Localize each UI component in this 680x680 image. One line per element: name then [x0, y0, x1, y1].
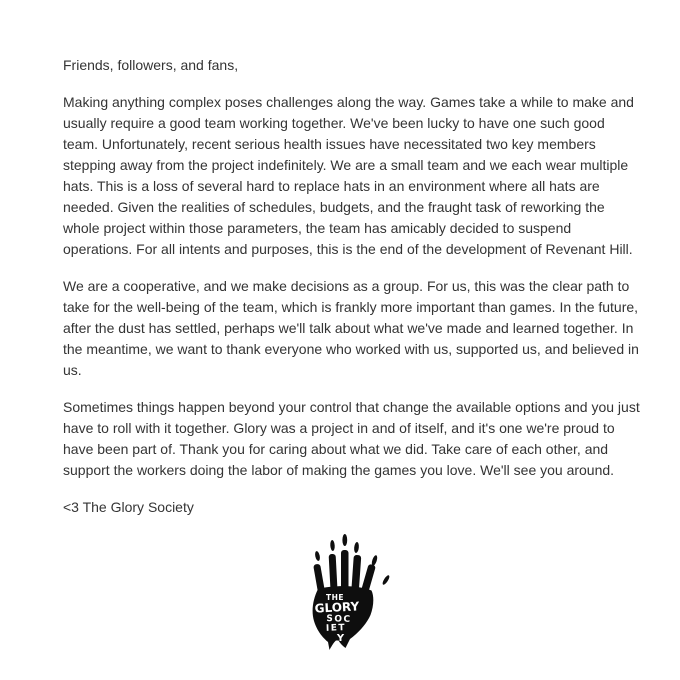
letter-paragraph-1: Making anything complex poses challenges along the way. Games take a while to make and usually require a good team working together. We've been lucky to have one such good team. Unfortunately, recent serious health issues have necessitated two key members stepping away from the project indefinitely. We are a small team and we each wear multiple hats. This is a loss of several hard to replace hats in an environment where all hats are needed. Given the realities of schedules, budgets, and the fraught task of reworking the whole project within those parameters, the team has amicably decided to suspend operations. For all intents and purposes, this is the end of the development of Revenant Hill. — [63, 94, 634, 257]
letter-paragraph-2: We are a cooperative, and we make decisions as a group. For us, this was the clear path to take for the well-being of the team, which is frankly more important than games. In the future, after the dust has settled, perhaps we'll talk about what we've made and learned together. In the meantime, we want to thank everyone who worked with us, supported us, and believed in us. — [63, 278, 639, 378]
logo-text-glory: GLORY — [314, 599, 360, 616]
logo-text-y: Y — [336, 633, 345, 644]
fingertip-drip — [381, 574, 390, 585]
letter-paragraph-3: Sometimes things happen beyond your control that change the available options and you just have to roll with it together. Glory was a project in and of itself, and it's one we're proud to have been part of. Thank you for caring about what we did. Take care of each other, and support the workers doing the labor of making the games you love. We'll see you around. — [63, 399, 640, 478]
middle-finger — [341, 550, 349, 592]
fingertip-drip — [342, 534, 347, 546]
fingertip-drip — [314, 551, 320, 562]
fingertip-drip — [354, 542, 360, 553]
index-finger — [329, 554, 338, 590]
letter-body — [63, 55, 643, 534]
glory-society-logo — [304, 529, 398, 657]
logo-text-soc: SOC — [326, 614, 352, 625]
logo-text-iet: IET — [325, 623, 347, 634]
letter-greeting: Friends, followers, and fans, — [63, 57, 239, 73]
logo-text-the: THE — [325, 593, 345, 602]
fingertip-drip — [330, 540, 335, 551]
letter-signature: <3 The Glory Society — [63, 499, 194, 515]
hand-icon — [304, 529, 398, 657]
